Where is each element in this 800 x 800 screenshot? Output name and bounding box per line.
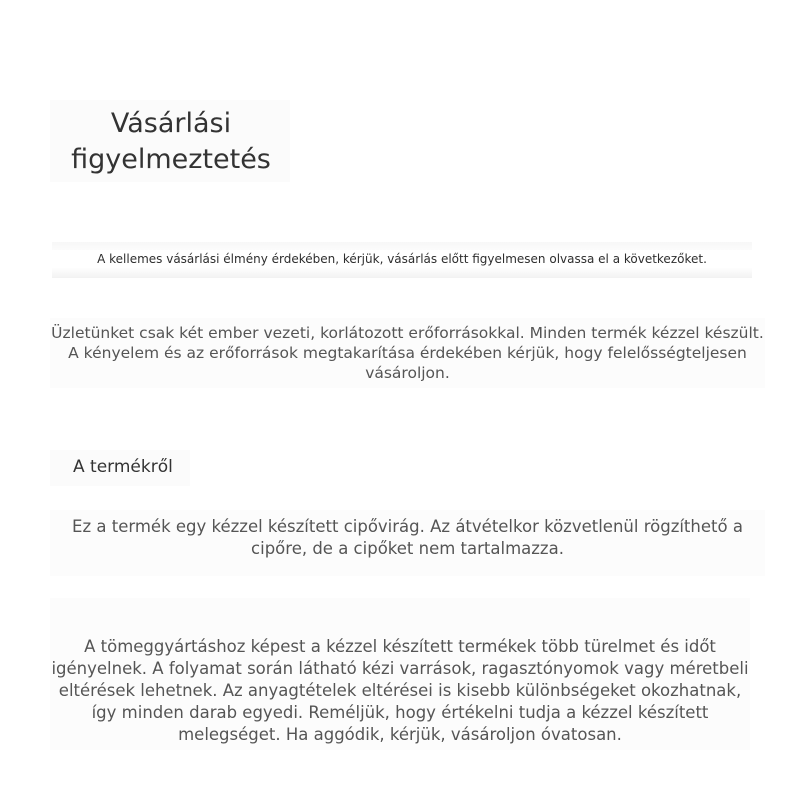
product-heading: A termékről — [73, 457, 173, 477]
intro-block — [52, 242, 752, 278]
page-title: Vásárlási figyelmeztetés — [71, 108, 271, 175]
title-block — [50, 100, 290, 182]
shop-info-block — [50, 318, 765, 388]
intro-text: A kellemes vásárlási élmény érdekében, kérjük, vásárlás előtt figyelmesen olvassa el a következőket. — [52, 250, 752, 268]
product-info-block — [50, 510, 765, 576]
handmade-note-block — [50, 598, 750, 750]
shop-info-paragraph: Üzletünket csak két ember vezeti, korlátozott erőforrásokkal. Minden termék kézzel készült. A kényelem és az erőforrások megtakarítása érdekében kérjük, hogy felelősségteljesen vásároljon. — [51, 324, 764, 382]
product-heading-block — [50, 450, 190, 486]
handmade-note-paragraph: A tömeggyártáshoz képest a kézzel készített termékek több türelmet és időt igényelnek. A folyamat során látható kézi varrások, ragasztónyomok vagy méretbeli eltérések lehetnek. Az anyagtételek eltérései is kisebb különbségeket okozhatnak, így minden darab egyedi. Reméljük, hogy értékelni tudja a kézzel készített melegséget. Ha aggódik, kérjük, vásároljon óvatosan. — [51, 637, 749, 744]
product-info-paragraph: Ez a termék egy kézzel készített cipővirág. Az átvételkor közvetlenül rögzíthető a cipőre, de a cipőket nem tartalmazza. — [72, 517, 743, 558]
